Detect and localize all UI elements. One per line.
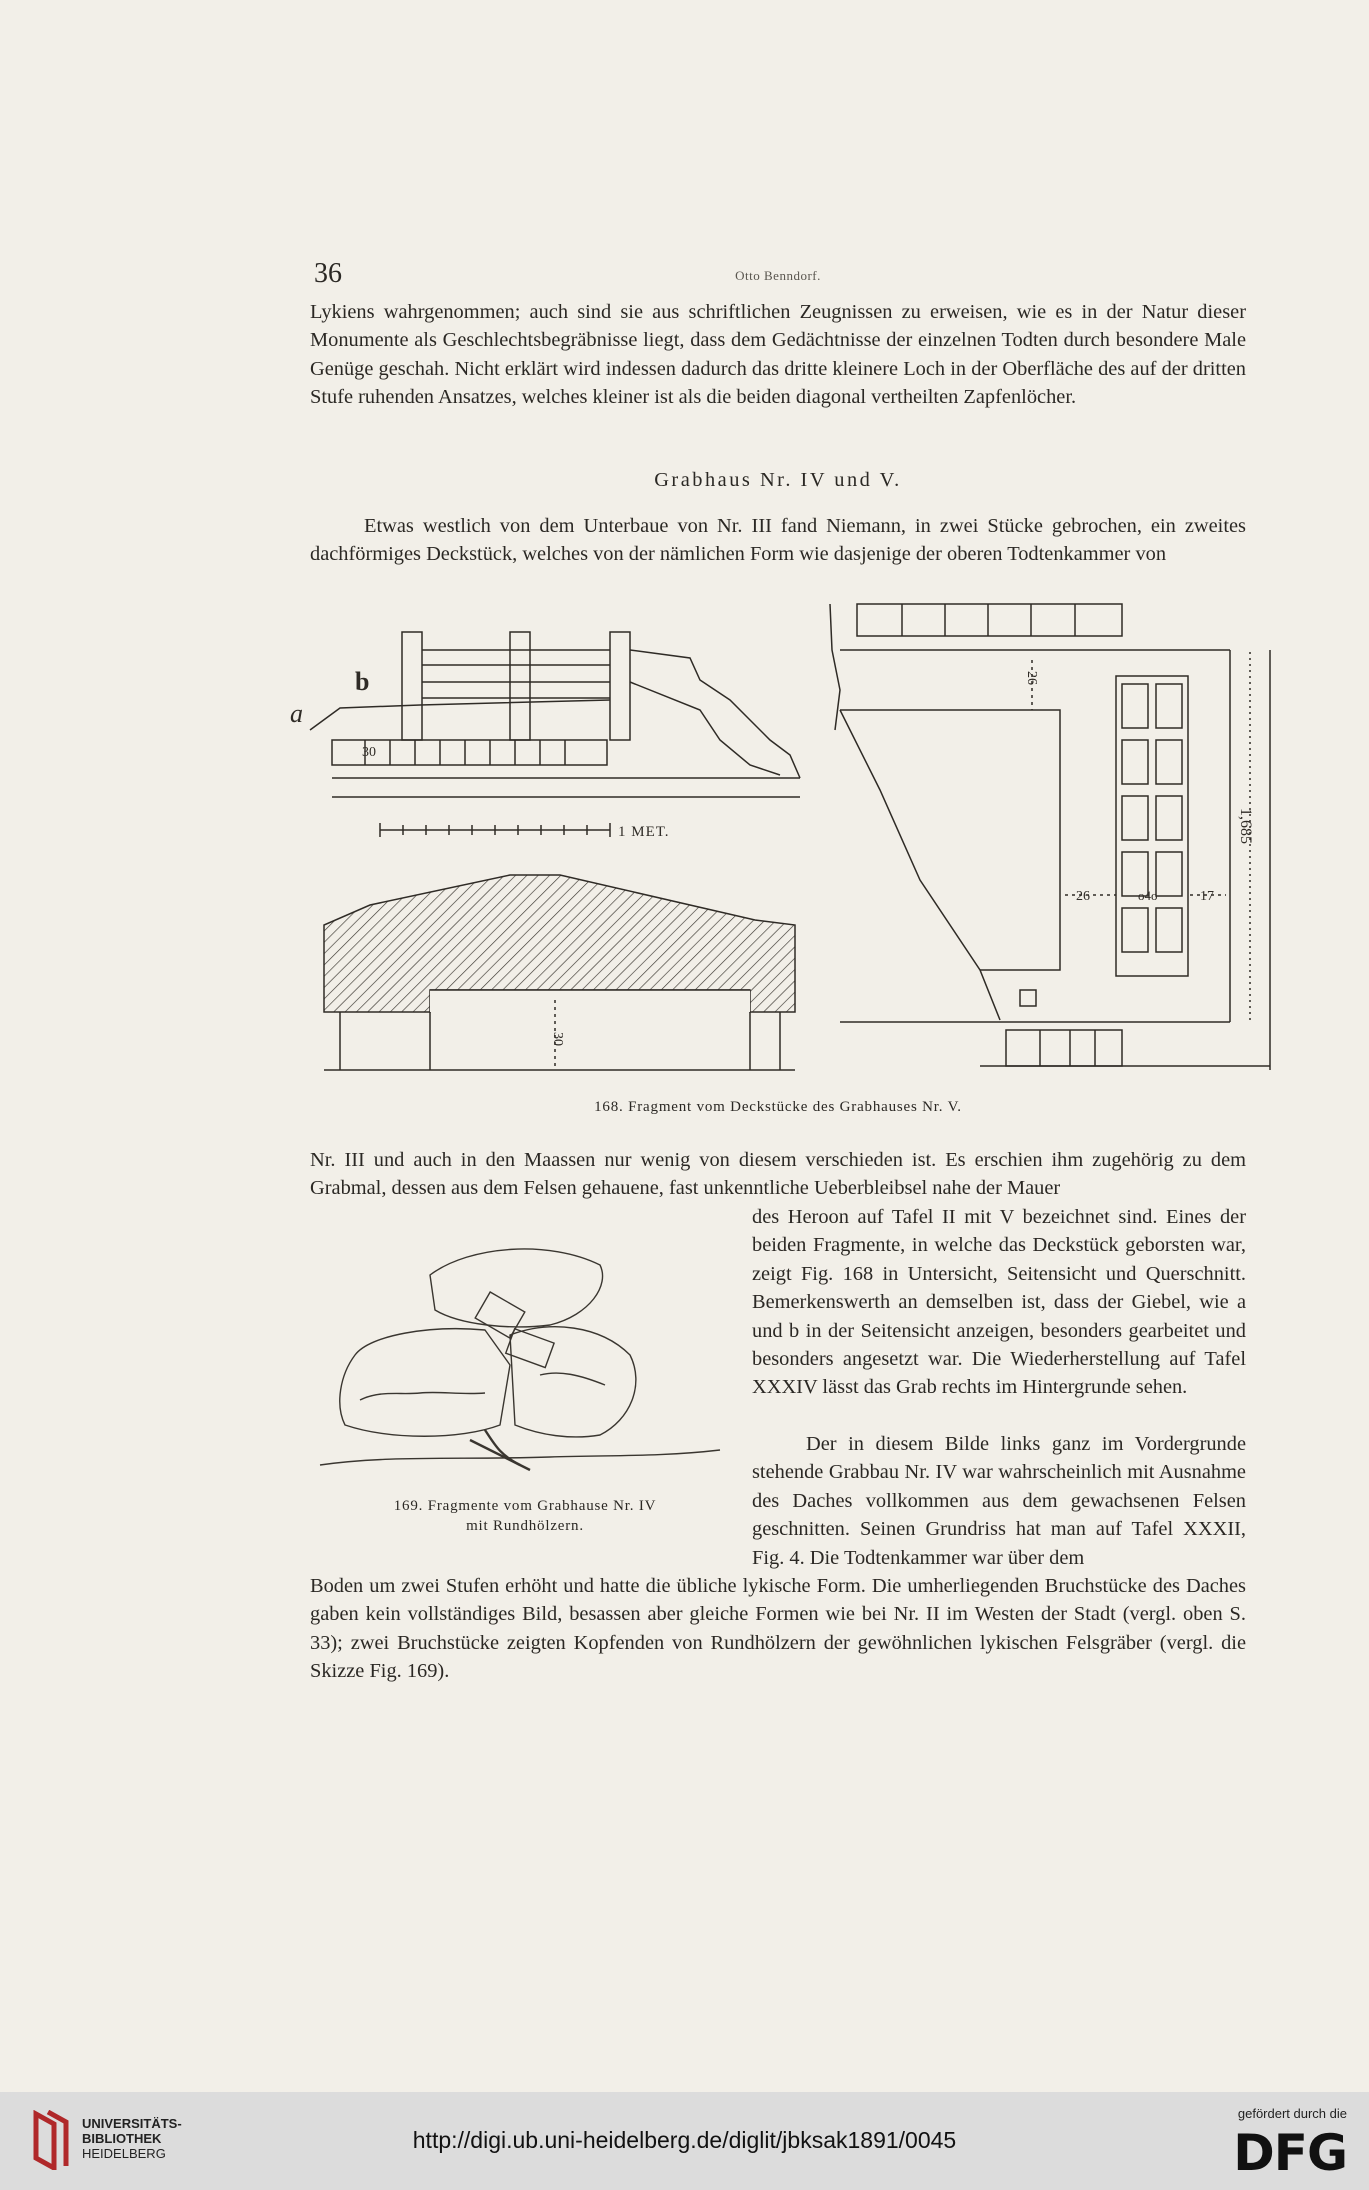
figure-169-caption-line2: mit Rundhölzern. (466, 1518, 584, 1534)
funded-by-label: gefördert durch die (1237, 2106, 1347, 2121)
library-name-line3: HEIDELBERG (82, 2146, 166, 2161)
figure-169 (310, 1225, 740, 1495)
library-name-line2: BIBLIOTHEK (82, 2131, 162, 2146)
running-head (310, 258, 1246, 292)
section-paragraph-text: Etwas westlich von dem Unterbaue von Nr. III fand Niemann, in zwei Stücke gebrochen, ein zweites dachförmiges Deckstück, welches von der nämlichen Form wie dasjenige der oberen Todtenkammer von (310, 515, 1246, 566)
figure-168-caption: 168. Fragment vom Deckstücke des Grabhauses Nr. V. (594, 1099, 962, 1115)
page-number: 36 (314, 258, 342, 289)
section-heading: Grabhaus Nr. IV und V. (654, 469, 902, 491)
side-view-blocks (365, 740, 565, 765)
plan-view-drawing (830, 604, 1270, 1070)
sketch-rock-left (340, 1329, 510, 1437)
footer-bar (0, 2092, 1369, 2190)
fig168-dim-30-section: 30 (550, 1032, 565, 1046)
scale-bar (380, 823, 610, 837)
wrapped-paragraph-2 (752, 1430, 1246, 1572)
sketch-rock-right (510, 1327, 636, 1437)
wrapped-paragraph-2-text: Der in diesem Bilde links ganz im Vordergrunde stehende Grabbau Nr. IV war wahrscheinlich mit Ausnahme des Daches vollkommen aus dem gewachsenen Felsen geschnitten. Seinen Grundriss hat man auf Tafel XXXII, Fig. 4. Die Todtenkammer war über dem (752, 1433, 1246, 1569)
fig168-scale-label: 1 MET. (618, 824, 670, 840)
wrapped-paragraph-1-text: des Heroon auf Tafel II mit V bezeichnet sind. Eines der beiden Fragmente, in welche das Deckstück geborsten war, zeigt Fig. 168 in Untersicht, Seitensicht und Querschnitt. Bemerkenswerth an demselben ist, dass der Giebel, wie a und b in der Seitensicht anzeigen, besonders gearbeitet und besonders angesetzt war. Die Wiederherstellung auf Tafel XXXIV lässt das Grab rechts im Hintergrunde sehen. (752, 1206, 1246, 1399)
fig168-label-a: a (290, 699, 303, 728)
figure-168 (280, 590, 1280, 1090)
wrapped-paragraph-1 (752, 1203, 1246, 1402)
final-paragraph-text: Boden um zwei Stufen erhöht und hatte die übliche lykische Form. Die umherliegenden Bruchstücke des Daches gaben kein vollständiges Bild, besassen aber gleiche Formen wie bei Nr. II im Westen der Stadt (vergl. oben S. 33); zwei Bruchstücke zeigten Kopfenden von Rundhölzern der gewöhnlichen lykischen Felsgräber (vergl. die Skizze Fig. 169). (310, 1575, 1246, 1683)
running-head-author: Otto Benndorf. (735, 268, 821, 283)
intro-paragraph (310, 298, 1246, 412)
dfg-logo: DFG (1233, 2124, 1347, 2182)
fig168-dim-30-side: 30 (362, 745, 376, 760)
fig168-dim-o4o: o4o (1138, 888, 1158, 903)
section-paragraph (310, 512, 1246, 569)
fig168-dim-26-top: 26 (1024, 671, 1039, 685)
final-paragraph (310, 1572, 1246, 1686)
library-name-line1: UNIVERSITÄTS- (82, 2116, 182, 2131)
figure-169-caption (310, 1496, 740, 1536)
permalink-url[interactable]: http://digi.ub.uni-heidelberg.de/diglit/jbksak1891/0045 (412, 2127, 957, 2153)
sketch-rock-top (430, 1249, 603, 1327)
fig168-dim-26-mid: 26 (1076, 889, 1090, 904)
fig168-dim-17: 17 (1200, 889, 1214, 904)
continued-paragraph (310, 1146, 1246, 1203)
continued-paragraph-text: Nr. III und auch in den Maassen nur wenig von diesem verschieden ist. Es erschien ihm zugehörig zu dem Grabmal, dessen aus dem Felsen gehauene, fast unkenntliche Ueberbleibsel nahe der Mauer (310, 1149, 1246, 1200)
plan-view-cells (1122, 684, 1182, 952)
fig168-label-b: b (355, 667, 370, 696)
side-view-drawing (310, 632, 800, 797)
figure-169-caption-line1: 169. Fragmente vom Grabhause Nr. IV (393, 1498, 657, 1514)
intro-paragraph-text: Lykiens wahrgenommen; auch sind sie aus schriftlichen Zeugnissen zu erweisen, wie es in der Natur dieser Monumente als Geschlechtsbegräbnisse liegt, dass dem Gedächtnisse der einzelnen Todten durch besondere Male Genüge geschah. Nicht erklärt wird indessen dadurch das dritte kleinere Loch in der Oberfläche des auf der dritten Stufe ruhenden Ansatzes, welches kleiner ist als die beiden diagonal vertheilten Zapfenlöcher. (310, 301, 1246, 409)
fig168-dim-1685: 1,685 (1237, 808, 1254, 844)
